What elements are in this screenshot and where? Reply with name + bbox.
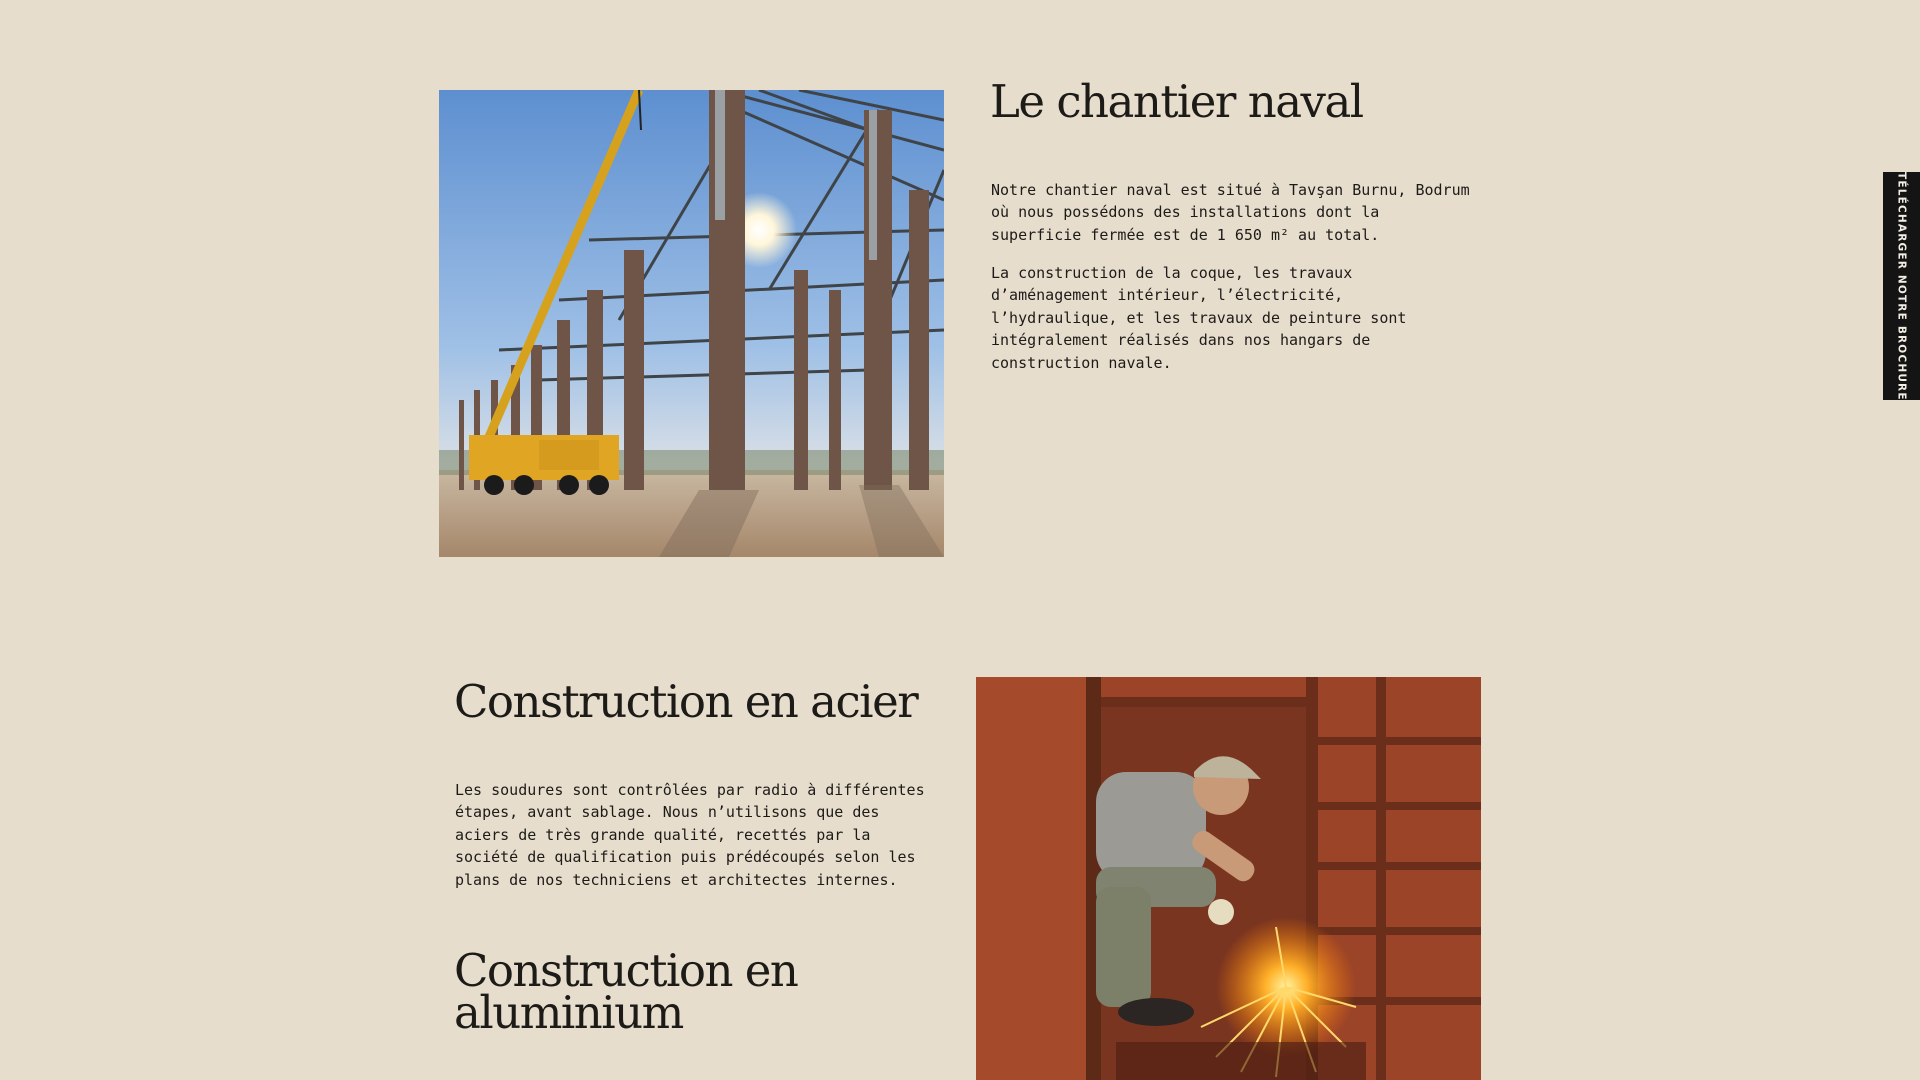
section-title-aluminium: Construction en aluminium [454,944,798,1039]
naval-paragraph-2: La construction de la coque, les travaux d’aménagement intérieur, l’électricité, l’hydraulique, et les travaux de peinture sont intégralement réalisés dans nos hangars de construction navale. [991,264,1407,372]
naval-paragraph-1: Notre chantier naval est situé à Tavşan Burnu, Bodrum où nous possédons des installations dont la superficie fermée est de 1 650 m² au total. [991,181,1470,244]
welder-photo [976,677,1481,1080]
section-title-acier: Construction en acier [454,675,918,728]
download-brochure-label: TÉLÉCHARGER NOTRE BROCHURE [1895,171,1908,401]
download-brochure-tab[interactable] [1883,172,1920,400]
hangar-construction-photo [439,90,944,557]
acier-paragraph-1: Les soudures sont contrôlées par radio à différentes étapes, avant sablage. Nous n’utilisons que des aciers de très grande qualité, recettés par la société de qualification puis prédécoupés selon les plans de nos techniciens et architectes internes. [455,781,925,889]
section-title-naval: Le chantier naval [990,75,1363,128]
